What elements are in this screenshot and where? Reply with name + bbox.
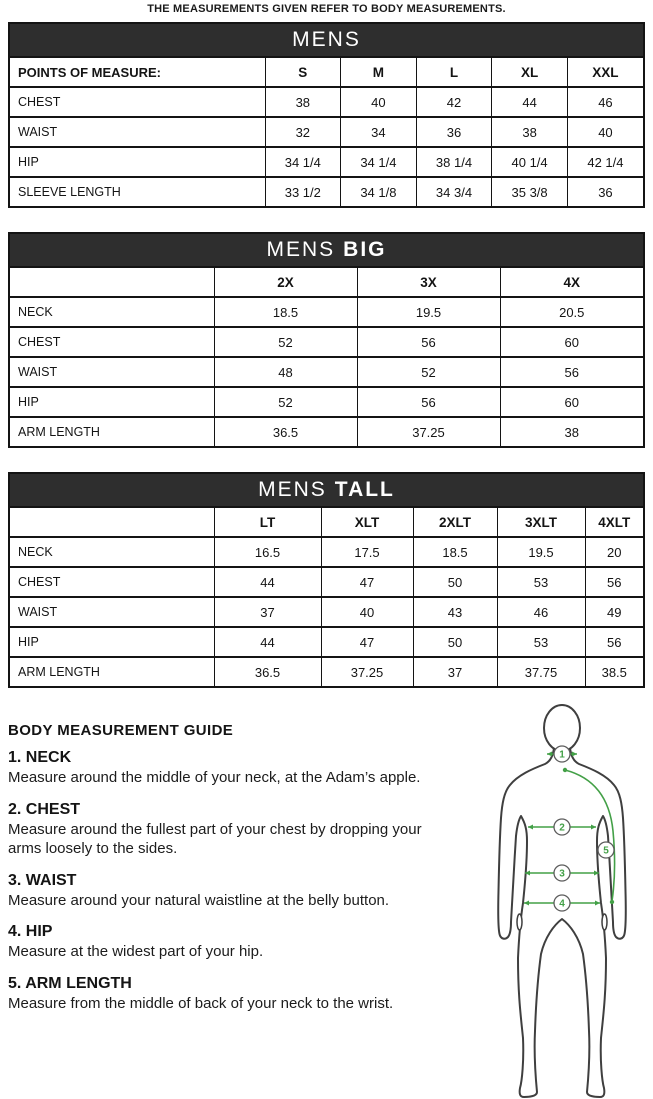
row-label: WAIST: [10, 597, 214, 627]
guide-item-heading: 2. CHEST: [8, 800, 81, 818]
measurement-cell: 52: [357, 357, 500, 387]
guide-item-heading: 3. WAIST: [8, 871, 77, 889]
size-column-header: S: [265, 58, 341, 87]
size-column-header: XLT: [321, 508, 413, 537]
table-title-bold: BIG: [343, 238, 387, 261]
guide-item-text: Measure around the fullest part of your chest by dropping your arms loosely to the sides.: [8, 820, 422, 857]
row-label: ARM LENGTH: [10, 417, 214, 446]
table-title-bar: [10, 234, 643, 268]
body-measurement-figure: [458, 696, 651, 1099]
size-table-mens: [8, 22, 645, 208]
measurement-cell: 47: [321, 627, 413, 657]
table-title-bar: [10, 474, 643, 508]
guide-title: BODY MEASUREMENT GUIDE: [8, 722, 234, 739]
hand-detail-left: [517, 914, 522, 930]
guide-items: [8, 749, 428, 1013]
measurement-cell: 37.25: [357, 417, 500, 446]
measurement-cell: 44: [214, 567, 321, 597]
table-row: [10, 87, 643, 117]
measurement-cell: 37: [214, 597, 321, 627]
measurement-cell: 36.5: [214, 657, 321, 686]
table-row: [10, 657, 643, 686]
table-title-bar: [10, 24, 643, 58]
guide-item-text: Measure at the widest part of your hip.: [8, 943, 264, 960]
measurement-cell: 46: [567, 87, 643, 117]
row-label: NECK: [10, 537, 214, 567]
measurements-note: THE MEASUREMENTS GIVEN REFER TO BODY MEASUREMENTS.: [147, 3, 506, 15]
row-label: HIP: [10, 147, 265, 177]
measurement-cell: 56: [585, 627, 643, 657]
measurement-cell: 42: [416, 87, 492, 117]
row-label: WAIST: [10, 357, 214, 387]
header-row: [10, 58, 643, 87]
guide-item-text: Measure around the middle of your neck, at the Adam’s apple.: [8, 769, 421, 786]
svg-text:5: 5: [603, 845, 609, 857]
guide-item-text: Measure around your natural waistline at the belly button.: [8, 891, 390, 909]
row-label: HIP: [10, 387, 214, 417]
measurement-cell: 38.5: [585, 657, 643, 686]
guide-item-heading: 1. NECK: [8, 749, 72, 766]
table-row: [10, 417, 643, 446]
mens-size-table: [10, 58, 643, 206]
measurement-cell: 19.5: [497, 537, 585, 567]
measurement-cell: 19.5: [357, 297, 500, 327]
table-title-regular: MENS: [258, 478, 327, 501]
measurement-cell: 38: [500, 417, 643, 446]
measurement-cell: 47: [321, 567, 413, 597]
points-of-measure-label: POINTS OF MEASURE:: [18, 64, 162, 80]
measurement-cell: 49: [585, 597, 643, 627]
points-of-measure-label: [10, 508, 214, 537]
measurement-cell: 37.75: [497, 657, 585, 686]
guide-item: [8, 749, 428, 788]
marker-2-chest: [554, 819, 570, 835]
table-row: [10, 387, 643, 417]
measurement-cell: 50: [413, 567, 497, 597]
measurement-cell: 56: [585, 567, 643, 597]
table-row: [10, 567, 643, 597]
measurement-cell: 42 1/4: [567, 147, 643, 177]
measurement-cell: 56: [500, 357, 643, 387]
row-label: HIP: [10, 627, 214, 657]
row-label: WAIST: [10, 117, 265, 147]
row-label: CHEST: [10, 87, 265, 117]
measurement-cell: 35 3/8: [492, 177, 568, 206]
measurement-cell: 53: [497, 627, 585, 657]
table-title-bold: TALL: [334, 478, 395, 501]
measurement-cell: 48: [214, 357, 357, 387]
measurement-cell: 20: [585, 537, 643, 567]
size-column-header: 2XLT: [413, 508, 497, 537]
table-row: [10, 177, 643, 206]
measurement-cell: 56: [357, 327, 500, 357]
measurement-cell: 18.5: [413, 537, 497, 567]
measurement-cell: 34 1/8: [341, 177, 417, 206]
size-column-header: 4X: [500, 268, 643, 297]
measurement-cell: 53: [497, 567, 585, 597]
measurement-cell: 17.5: [321, 537, 413, 567]
size-column-header: 3X: [357, 268, 500, 297]
header-row: [10, 268, 643, 297]
marker-4-hip: [554, 895, 570, 911]
measurement-cell: 38: [265, 87, 341, 117]
table-row: [10, 357, 643, 387]
size-column-header: LT: [214, 508, 321, 537]
measurement-cell: 43: [413, 597, 497, 627]
header-row: [10, 508, 643, 537]
measurement-cell: 20.5: [500, 297, 643, 327]
measurement-cell: 38 1/4: [416, 147, 492, 177]
mens-tall-size-table: [10, 508, 643, 686]
size-column-header: M: [341, 58, 417, 87]
size-table-mens-tall: [8, 472, 645, 688]
measurement-cell: 40: [567, 117, 643, 147]
mens-big-size-table: [10, 268, 643, 446]
guide-item: [8, 923, 428, 962]
measurement-cell: 44: [214, 627, 321, 657]
row-label: ARM LENGTH: [10, 657, 214, 686]
marker-3-waist: [554, 865, 570, 881]
size-column-header: L: [416, 58, 492, 87]
measurement-cell: 33 1/2: [265, 177, 341, 206]
guide-item-heading: 4. HIP: [8, 923, 53, 940]
row-label: SLEEVE LENGTH: [10, 177, 265, 206]
measurement-cell: 34: [341, 117, 417, 147]
guide-item-text: Measure from the middle of back of your neck to the wrist.: [8, 994, 394, 1012]
measurement-cell: 18.5: [214, 297, 357, 327]
measurement-cell: 34 1/4: [265, 147, 341, 177]
measurement-cell: 36: [416, 117, 492, 147]
guide-item: [8, 801, 428, 859]
measurement-cell: 36.5: [214, 417, 357, 446]
measurement-cell: 37.25: [321, 657, 413, 686]
guide-text-column: [8, 696, 428, 1013]
table-row: [10, 117, 643, 147]
size-table-mens-big: [8, 232, 645, 448]
table-row: [10, 597, 643, 627]
measurement-cell: 16.5: [214, 537, 321, 567]
svg-text:3: 3: [559, 868, 565, 880]
size-column-header: XL: [492, 58, 568, 87]
measurement-cell: 46: [497, 597, 585, 627]
measurement-cell: 34 3/4: [416, 177, 492, 206]
row-label: NECK: [10, 297, 214, 327]
svg-text:1: 1: [559, 749, 565, 761]
guide-item: [8, 975, 428, 1014]
table-row: [10, 627, 643, 657]
table-title-regular: MENS: [292, 28, 361, 51]
table-title-regular: MENS: [266, 238, 336, 261]
measurement-cell: 37: [413, 657, 497, 686]
measurement-cell: 32: [265, 117, 341, 147]
measurement-cell: 56: [357, 387, 500, 417]
guide-item-heading: 5. ARM LENGTH: [8, 974, 132, 992]
row-label: CHEST: [10, 567, 214, 597]
size-column-header: 4XLT: [585, 508, 643, 537]
table-row: [10, 537, 643, 567]
svg-text:2: 2: [559, 822, 565, 834]
measurement-cell: 36: [567, 177, 643, 206]
measurement-cell: 40: [341, 87, 417, 117]
measurement-cell: 60: [500, 387, 643, 417]
marker-5-arm-length: [598, 842, 614, 858]
marker-1-neck: [554, 746, 570, 762]
measurement-cell: 34 1/4: [341, 147, 417, 177]
measurement-cell: 52: [214, 387, 357, 417]
hand-detail-right: [602, 914, 607, 930]
table-row: [10, 327, 643, 357]
body-measurement-guide-section: [8, 696, 653, 1099]
figure-head: [544, 705, 580, 751]
points-of-measure-label: [10, 268, 214, 297]
table-row: [10, 297, 643, 327]
measurement-cell: 40 1/4: [492, 147, 568, 177]
size-column-header: XXL: [567, 58, 643, 87]
measurement-cell: 52: [214, 327, 357, 357]
table-row: [10, 147, 643, 177]
svg-text:4: 4: [559, 898, 565, 910]
measurement-cell: 60: [500, 327, 643, 357]
size-column-header: 2X: [214, 268, 357, 297]
guide-item: [8, 872, 428, 911]
measurement-cell: 40: [321, 597, 413, 627]
size-column-header: 3XLT: [497, 508, 585, 537]
measurement-cell: 50: [413, 627, 497, 657]
measurement-cell: 44: [492, 87, 568, 117]
measurement-cell: 38: [492, 117, 568, 147]
row-label: CHEST: [10, 327, 214, 357]
